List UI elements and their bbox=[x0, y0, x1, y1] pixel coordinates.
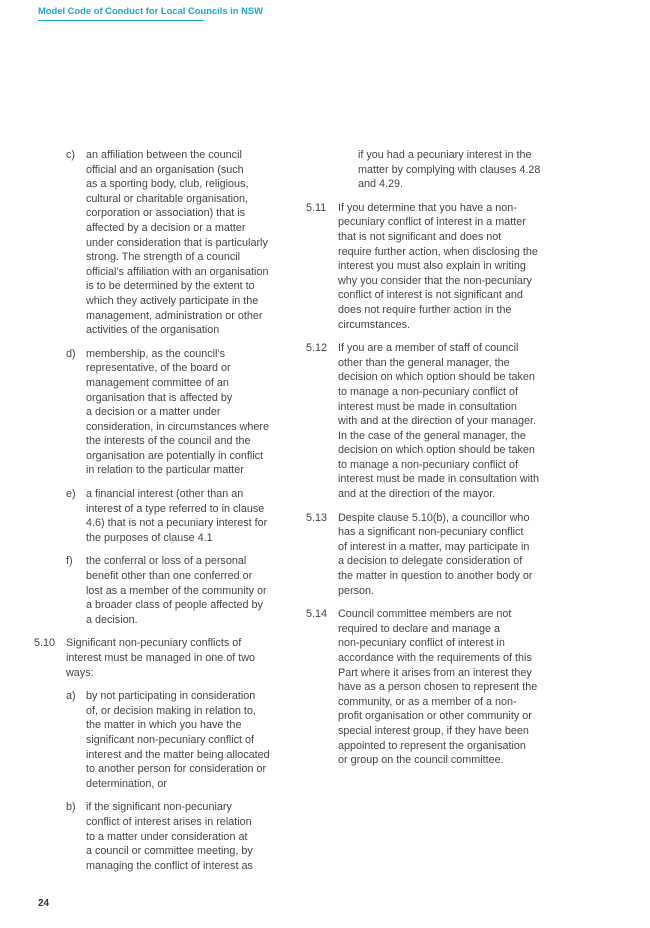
clause-number: 5.10 bbox=[34, 637, 56, 650]
document-header-title: Model Code of Conduct for Local Councils in NSW bbox=[38, 5, 263, 16]
clause-text: If you are a member of staff of council other than the general manager, the decision on which option should be taken to manage a non-pecuniary conflict of interest must be made in consultation with and at the direction of your manager. In the case of the general manager, the decision on which option should be taken to manage a non-pecuniary conflict of interest must be made in consultation with and at the direction of the mayor. bbox=[338, 342, 540, 501]
clause-5-12 bbox=[306, 341, 568, 502]
list-item-a bbox=[66, 689, 296, 791]
list-item-text: if the significant non-pecuniary conflict of interest arises in relation to a matter under consideration at a council or committee meeting, by managing the conflict of interest as bbox=[86, 801, 253, 872]
clause-number: 5.12 bbox=[306, 342, 328, 355]
list-item-d bbox=[66, 347, 296, 478]
header-rule bbox=[38, 20, 204, 21]
clause-5-14 bbox=[306, 607, 568, 768]
list-item-f bbox=[66, 554, 296, 627]
clause-5-13 bbox=[306, 511, 568, 599]
clause-text: If you determine that you have a non- pecuniary conflict of interest in a matter that is not significant and does not require further action, when disclosing the interest you must also explain in writing why you consider that the non-pecuniary conflict of interest is not significant and does not require further action in the circumstances. bbox=[338, 201, 538, 331]
clause-text: Council committee members are not required to declare and manage a non-pecuniary conflict of interest in accordance with the requirements of this Part where it arises from an interest they have as a person chosen to represent the community, or as a member of a non- profit organisation or other community or special interest group, if they have been appointed to represent the organisation or group on the council committee. bbox=[338, 608, 538, 767]
page-number: 24 bbox=[38, 898, 50, 909]
list-item-c bbox=[66, 148, 296, 338]
clause-text: Significant non-pecuniary conflicts of interest must be managed in one of two ways: bbox=[66, 637, 256, 679]
list-item-text: by not participating in consideration of, or decision making in relation to, the matter in which you have the significant non-pecuniary conflict of interest and the matter being allocated to another person for consideration or determination, or bbox=[86, 690, 270, 790]
list-item-label: e) bbox=[66, 488, 76, 501]
right-column bbox=[306, 148, 568, 777]
clause-5-10 bbox=[34, 636, 296, 680]
list-item-label: f) bbox=[66, 555, 73, 568]
list-item-b bbox=[66, 800, 296, 873]
list-item-e bbox=[66, 487, 296, 545]
clause-5-11 bbox=[306, 201, 568, 332]
list-item-text: the conferral or loss of a personal benefit other than one conferred or lost as a member of the community or a broader class of people affected by a decision. bbox=[86, 555, 267, 626]
list-item-b-continued: if you had a pecuniary interest in the matter by complying with clauses 4.28 and 4.29. bbox=[358, 149, 541, 191]
list-item-label: b) bbox=[66, 801, 76, 814]
clause-text: Despite clause 5.10(b), a councillor who has a significant non-pecuniary conflict of interest in a matter, may participate in a decision to delegate consideration of the matter in question to another body or person. bbox=[338, 511, 533, 597]
list-item-label: c) bbox=[66, 149, 75, 161]
list-item-text: membership, as the council’s representative, of the board or management committee of an organisation that is affected by a decision or a matter under consideration, in circumstances where the interests of the council and the organisation are potentially in conflict in relation to the particular matter bbox=[86, 347, 270, 477]
list-item-label: d) bbox=[66, 347, 76, 360]
clause-number: 5.14 bbox=[306, 608, 328, 621]
clause-number: 5.13 bbox=[306, 511, 328, 524]
clause-number: 5.11 bbox=[306, 201, 327, 214]
left-column bbox=[34, 148, 296, 882]
list-item-text: a financial interest (other than an interest of a type referred to in clause 4.6) that is not a pecuniary interest for the purposes of clause 4.1 bbox=[86, 488, 268, 544]
list-item-label: a) bbox=[66, 690, 76, 703]
list-item-text: an affiliation between the council official and an organisation (such as a sporting body, club, religious, cultural or charitable organisation, corporation or association) that is affected by a decision or a matter under consideration that is particularly strong. The strength of a council official’s affiliation with an organisation is to be determined by the extent to which they actively participate in the management, administration or other activities of the organisation bbox=[86, 149, 269, 337]
